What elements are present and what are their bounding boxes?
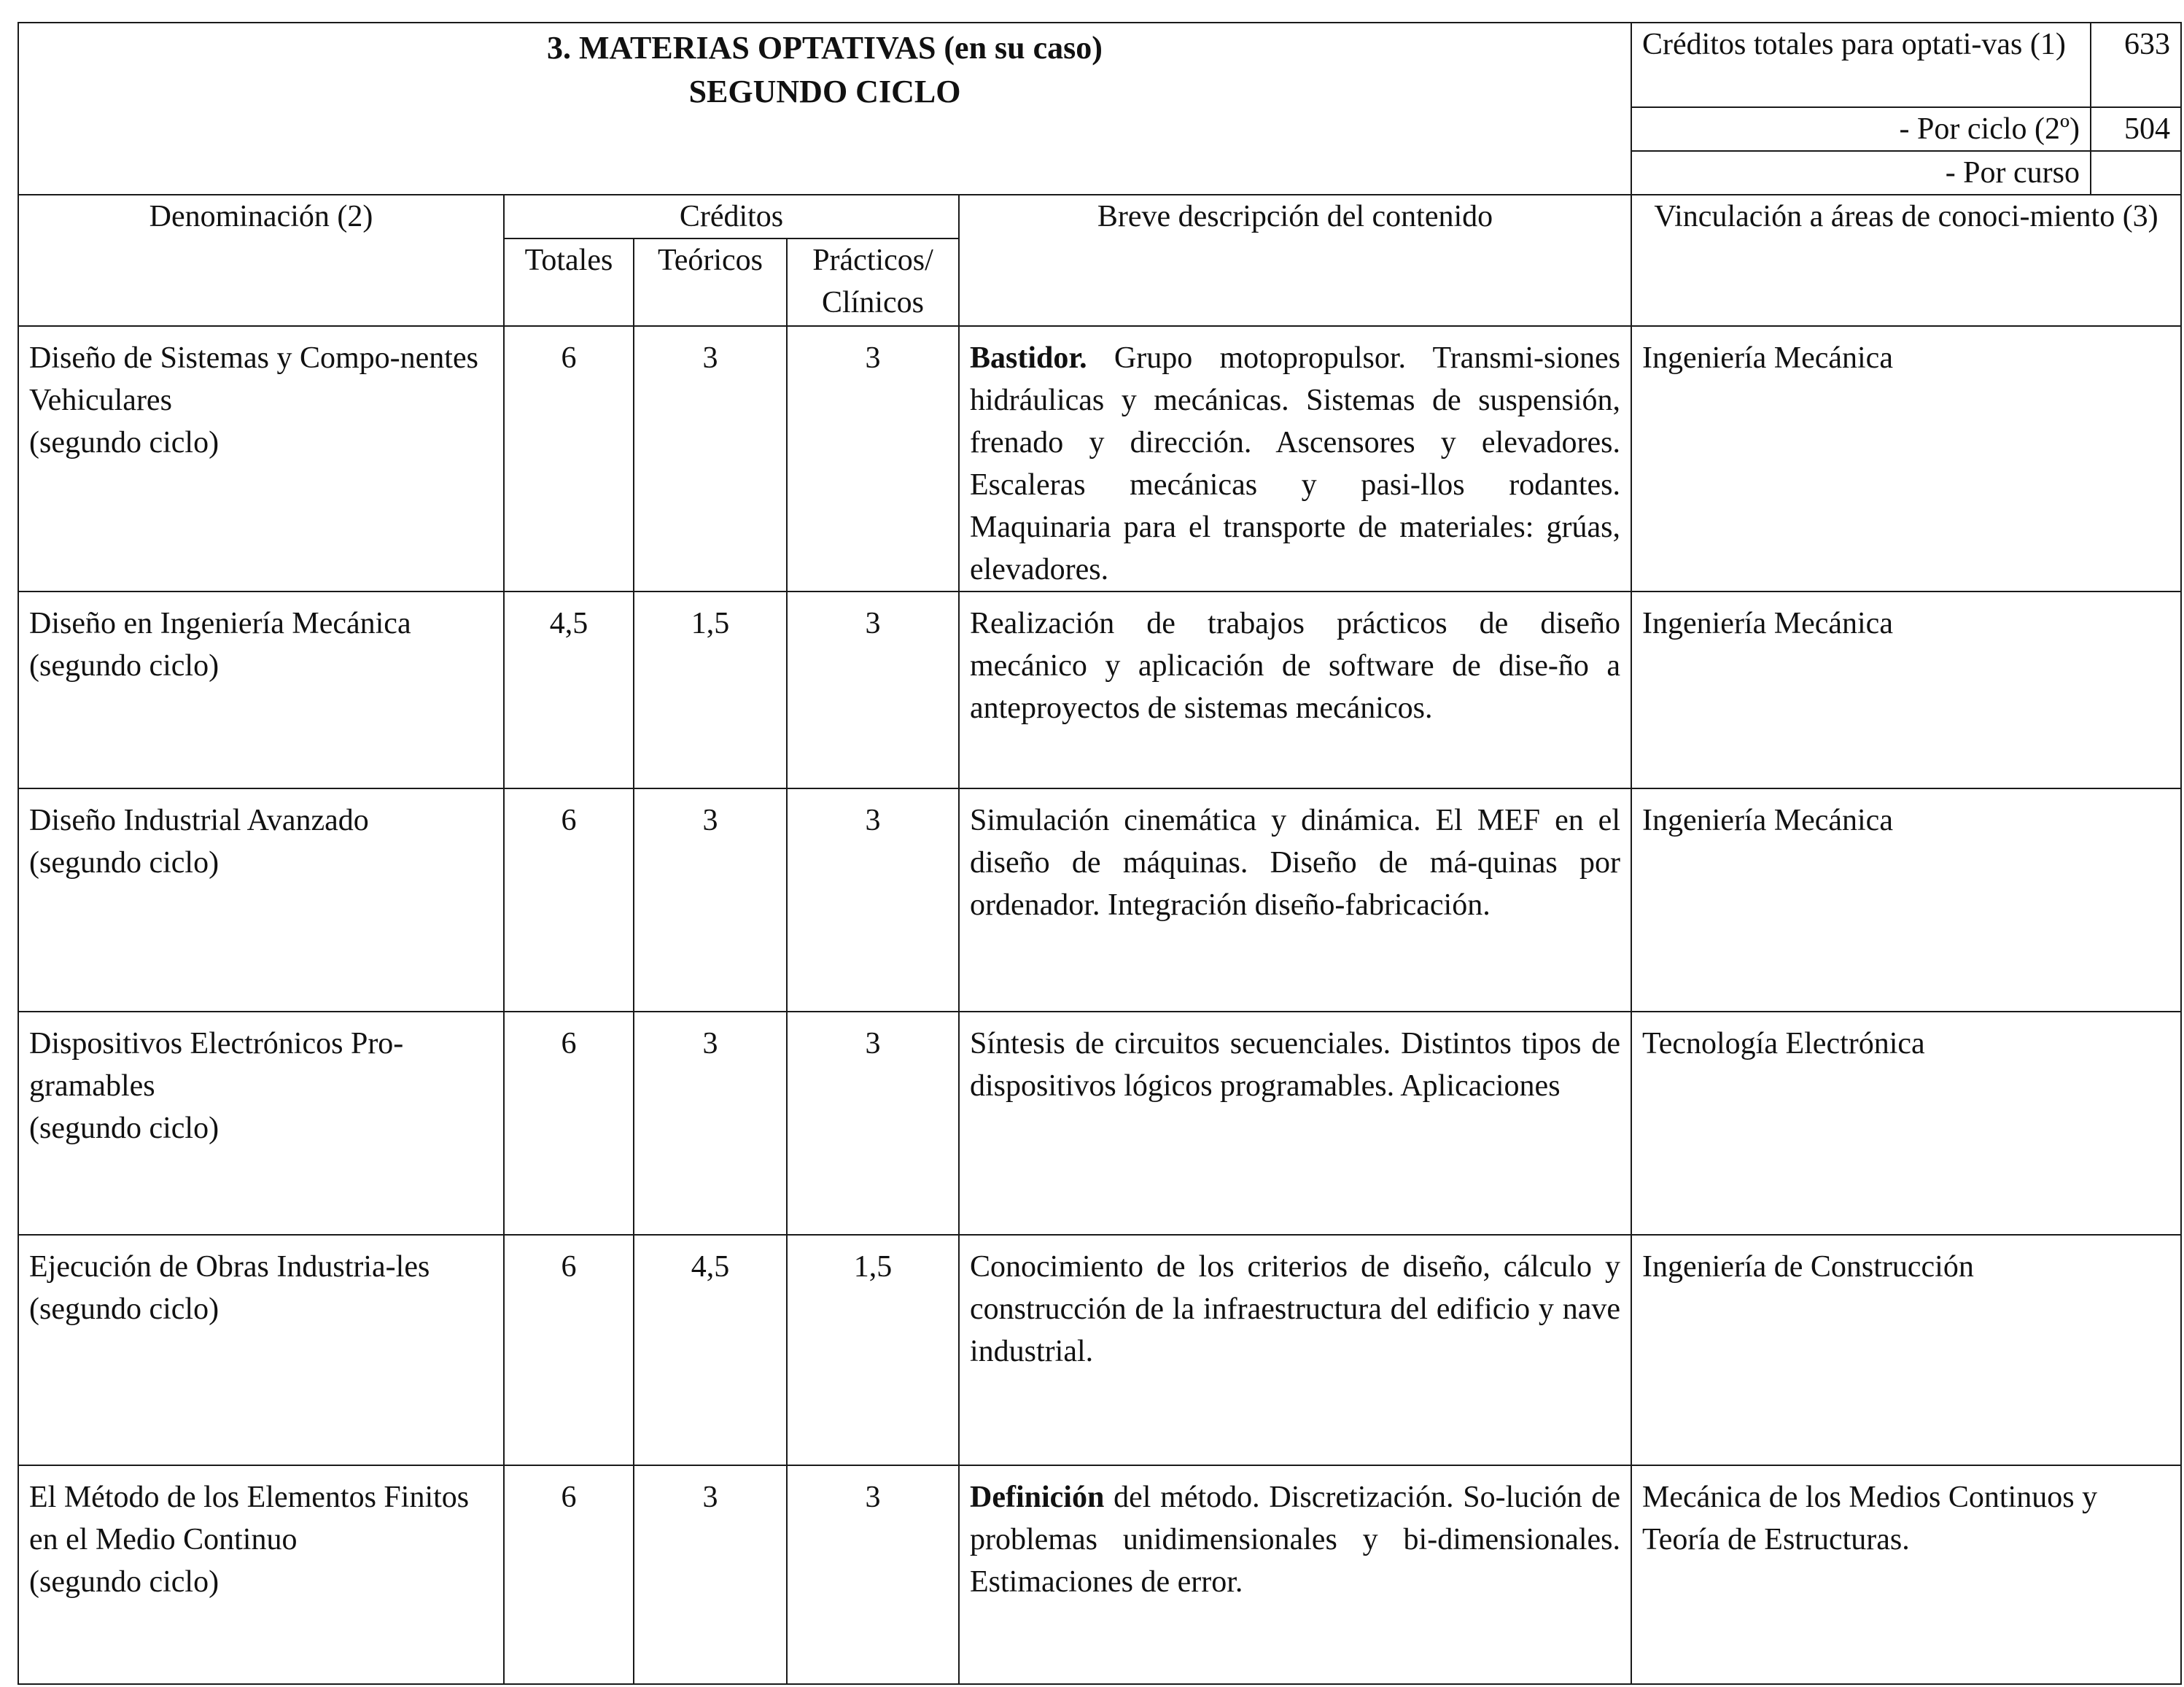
description-cell (959, 326, 1631, 592)
subject-name-cell (18, 1235, 504, 1465)
description-cell (959, 1235, 1631, 1465)
teoricos-value: 4,5 (634, 1235, 787, 1465)
totales-value: 6 (504, 1012, 634, 1235)
area-value: Mecánica de los Medios Continuos y Teoría de Estructuras. (1631, 1465, 2181, 1684)
teoricos-value: 3 (634, 326, 787, 592)
table-row (18, 592, 2181, 788)
por-curso-label: - Por curso (1631, 151, 2091, 195)
area-value: Ingeniería Mecánica (1631, 592, 2181, 788)
totales-value: 6 (504, 1235, 634, 1465)
practicos-value: 3 (787, 788, 959, 1012)
creditos-totales-value: 633 (2091, 23, 2181, 107)
table-row (18, 1465, 2181, 1684)
title-line-1: 3. MATERIAS OPTATIVAS (en su caso) (547, 30, 1103, 66)
subject-cycle: (segundo ciclo) (29, 1565, 219, 1599)
subject-name: Ejecución de Obras Industria-les (29, 1250, 430, 1284)
teoricos-value: 3 (634, 1012, 787, 1235)
materias-optativas-table (18, 22, 2182, 1685)
subject-name: Diseño de Sistemas y Compo-nentes Vehiculares (29, 341, 478, 417)
subject-name-cell (18, 326, 504, 592)
col-denominacion: Denominación (2) (18, 195, 504, 326)
subject-cycle: (segundo ciclo) (29, 1292, 219, 1326)
col-practicos: Prácticos/ Clínicos (787, 238, 959, 326)
subject-cycle: (segundo ciclo) (29, 1112, 219, 1145)
table-row (18, 1012, 2181, 1235)
practicos-value: 3 (787, 326, 959, 592)
teoricos-value: 1,5 (634, 592, 787, 788)
description-cell (959, 1012, 1631, 1235)
subject-cycle: (segundo ciclo) (29, 426, 219, 459)
description-cell (959, 788, 1631, 1012)
description-cell (959, 592, 1631, 788)
col-teoricos: Teóricos (634, 238, 787, 326)
table-row (18, 788, 2181, 1012)
totales-value: 4,5 (504, 592, 634, 788)
document-page (18, 22, 2180, 1685)
table-row (18, 1235, 2181, 1465)
subject-cycle: (segundo ciclo) (29, 846, 219, 880)
col-descripcion: Breve descripción del contenido (959, 195, 1631, 326)
area-value: Ingeniería Mecánica (1631, 788, 2181, 1012)
por-ciclo-label: - Por ciclo (2º) (1631, 107, 2091, 151)
col-creditos: Créditos (504, 195, 959, 238)
por-ciclo-value: 504 (2091, 107, 2181, 151)
por-curso-value (2091, 151, 2181, 195)
description-text: Simulación cinemática y dinámica. El MEF en el diseño de máquinas. Diseño de má-quinas por ordenador. Integración diseño-fabricación. (970, 804, 1620, 922)
description-text: Síntesis de circuitos secuenciales. Distintos tipos de dispositivos lógicos programables. Aplicaciones (970, 1027, 1620, 1103)
subject-name-cell (18, 1465, 504, 1684)
description-bold: Bastidor. (970, 341, 1087, 375)
practicos-value: 1,5 (787, 1235, 959, 1465)
subject-cycle: (segundo ciclo) (29, 649, 219, 683)
area-value: Tecnología Electrónica (1631, 1012, 2181, 1235)
teoricos-value: 3 (634, 1465, 787, 1684)
subject-name: Diseño Industrial Avanzado (29, 804, 369, 837)
col-totales: Totales (504, 238, 634, 326)
description-cell (959, 1465, 1631, 1684)
title-line-2: SEGUNDO CICLO (688, 74, 961, 109)
subject-name: Diseño en Ingeniería Mecánica (29, 607, 411, 640)
description-text: del método. Discretización. So-lución de problemas unidimensionales y bi-dimensionales. Estimaciones de error. (970, 1481, 1620, 1599)
col-vinculacion: Vinculación a áreas de conoci-miento (3) (1631, 195, 2181, 326)
description-text: Conocimiento de los criterios de diseño, cálculo y construcción de la infraestructura del edificio y nave industrial. (970, 1250, 1620, 1368)
totales-value: 6 (504, 788, 634, 1012)
practicos-value: 3 (787, 592, 959, 788)
description-text: Grupo motopropulsor. Transmi-siones hidráulicas y mecánicas. Sistemas de suspensión, frenado y dirección. Ascensores y elevadores. Escaleras mecánicas y pasi-llos rodantes. Maquinaria para el transporte de materiales: grúas, elevadores. (970, 341, 1620, 586)
totales-value: 6 (504, 326, 634, 592)
creditos-totales-label: Créditos totales para optati-vas (1) (1631, 23, 2091, 107)
totales-value: 6 (504, 1465, 634, 1684)
teoricos-value: 3 (634, 788, 787, 1012)
subject-name-cell (18, 592, 504, 788)
subject-name: El Método de los Elementos Finitos en el Medio Continuo (29, 1481, 470, 1556)
table-title (18, 23, 1631, 195)
description-bold: Definición (970, 1481, 1105, 1514)
practicos-value: 3 (787, 1465, 959, 1684)
practicos-value: 3 (787, 1012, 959, 1235)
area-value: Ingeniería de Construcción (1631, 1235, 2181, 1465)
description-text: Realización de trabajos prácticos de diseño mecánico y aplicación de software de dise-ño a anteproyectos de sistemas mecánicos. (970, 607, 1620, 725)
area-value: Ingeniería Mecánica (1631, 326, 2181, 592)
subject-name: Dispositivos Electrónicos Pro-gramables (29, 1027, 404, 1103)
subject-name-cell (18, 1012, 504, 1235)
subject-name-cell (18, 788, 504, 1012)
table-row (18, 326, 2181, 592)
